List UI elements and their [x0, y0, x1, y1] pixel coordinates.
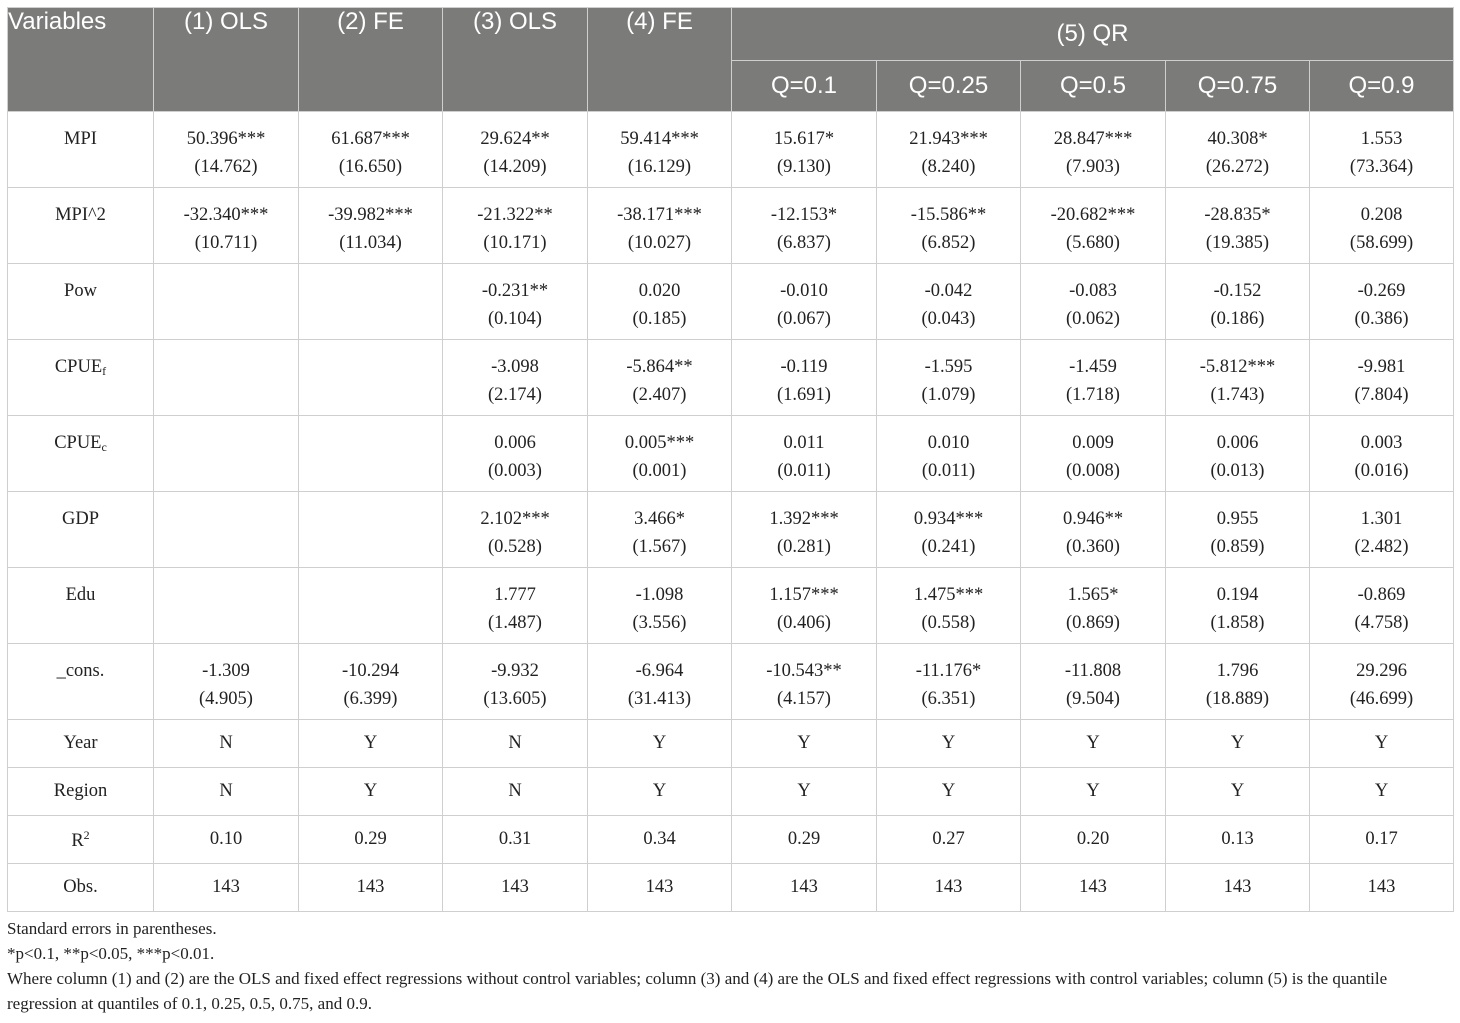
header-quantile: Q=0.5 — [1021, 61, 1166, 112]
coefficient-cell — [1021, 112, 1166, 188]
summary-cell: Y — [732, 768, 877, 816]
table-row — [8, 188, 1454, 264]
coefficient: -0.152 — [1213, 281, 1262, 301]
coefficient: -9.981 — [1357, 357, 1406, 377]
coefficient-cell — [443, 644, 588, 720]
coefficient-cell — [1166, 492, 1310, 568]
coefficient: -3.098 — [491, 357, 539, 377]
standard-error: (11.034) — [339, 233, 402, 253]
summary-cell: 0.10 — [154, 816, 299, 864]
standard-error: (0.043) — [921, 309, 976, 329]
table-body — [8, 112, 1454, 912]
coefficient: -6.964 — [635, 661, 684, 681]
coefficient: 3.466* — [634, 509, 685, 529]
coefficient-cell — [588, 340, 732, 416]
table-row — [8, 644, 1454, 720]
coefficient: -39.982*** — [328, 205, 413, 225]
standard-error: (10.171) — [483, 233, 547, 253]
variable-label — [8, 864, 154, 912]
coefficient-cell — [1310, 416, 1454, 492]
summary-cell: 143 — [732, 864, 877, 912]
coefficient-cell — [1310, 264, 1454, 340]
coefficient: -9.932 — [491, 661, 539, 681]
coefficient: 1.301 — [1360, 509, 1403, 529]
coefficient-cell — [1310, 112, 1454, 188]
standard-error: (18.889) — [1205, 689, 1270, 709]
coefficient: 21.943*** — [909, 129, 988, 149]
variable-label — [8, 492, 154, 568]
header-quantile: Q=0.75 — [1166, 61, 1310, 112]
coefficient: -0.119 — [780, 357, 828, 377]
coefficient-cell — [732, 416, 877, 492]
standard-error: (0.186) — [1210, 309, 1265, 329]
coefficient: -1.595 — [924, 357, 973, 377]
summary-cell: Y — [588, 720, 732, 768]
coefficient-cell — [154, 492, 299, 568]
coefficient-cell — [1021, 264, 1166, 340]
summary-cell: Y — [299, 720, 443, 768]
coefficient-cell — [299, 188, 443, 264]
table-row — [8, 568, 1454, 644]
coefficient-cell — [154, 340, 299, 416]
variable-label — [8, 568, 154, 644]
summary-row — [8, 816, 1454, 864]
coefficient-cell — [1021, 568, 1166, 644]
standard-error: (14.762) — [194, 157, 258, 177]
coefficient-cell — [299, 492, 443, 568]
coefficient-cell — [299, 644, 443, 720]
coefficient: 0.946** — [1062, 509, 1124, 529]
standard-error: (5.680) — [1066, 233, 1120, 253]
coefficient-cell — [1166, 644, 1310, 720]
coefficient: 15.617* — [773, 129, 835, 149]
standard-error: (31.413) — [627, 689, 692, 709]
coefficient: -10.294 — [341, 661, 400, 681]
header-quantile: Q=0.25 — [877, 61, 1021, 112]
standard-error: (0.406) — [777, 613, 831, 633]
variable-name: CPUE — [54, 433, 102, 453]
coefficient: -21.322** — [477, 205, 553, 225]
standard-error: (0.360) — [1066, 537, 1120, 557]
variable-name: MPI^2 — [55, 205, 106, 225]
coefficient-cell — [443, 264, 588, 340]
variable-name: MPI — [64, 129, 97, 149]
summary-cell: 0.13 — [1166, 816, 1310, 864]
variable-label — [8, 816, 154, 864]
coefficient-cell — [588, 568, 732, 644]
coefficient-cell — [1310, 188, 1454, 264]
coefficient: -11.176* — [915, 661, 982, 681]
coefficient-cell — [443, 340, 588, 416]
variable-subscript: f — [102, 364, 107, 378]
summary-cell: Y — [1021, 768, 1166, 816]
variable-name: Pow — [64, 281, 97, 301]
variable-name: GDP — [61, 509, 99, 529]
summary-cell: N — [154, 768, 299, 816]
coefficient-cell — [1310, 340, 1454, 416]
coefficient: 28.847*** — [1053, 129, 1133, 149]
coefficient: 0.009 — [1072, 433, 1114, 453]
coefficient: 0.934*** — [913, 509, 984, 529]
variable-label — [8, 340, 154, 416]
coefficient-cell — [588, 188, 732, 264]
summary-cell: N — [443, 768, 588, 816]
table-header — [8, 8, 1454, 112]
note-significance: *p<0.1, **p<0.05, ***p<0.01. — [7, 944, 215, 963]
coefficient-cell — [443, 492, 588, 568]
coefficient-cell — [299, 416, 443, 492]
coefficient: -1.098 — [635, 585, 684, 605]
coefficient-cell — [1166, 264, 1310, 340]
standard-error: (0.011) — [777, 461, 831, 481]
coefficient: 0.005*** — [624, 433, 695, 453]
standard-error: (0.003) — [488, 461, 542, 481]
summary-cell: Y — [299, 768, 443, 816]
standard-error: (4.157) — [777, 689, 831, 709]
standard-error: (0.528) — [488, 537, 542, 557]
variable-name: _cons. — [56, 661, 105, 681]
standard-error: (46.699) — [1349, 689, 1414, 709]
variable-subscript: c — [101, 440, 107, 454]
coefficient-cell — [732, 112, 877, 188]
coefficient-cell — [1021, 340, 1166, 416]
standard-error: (3.556) — [632, 613, 687, 633]
summary-cell: 0.17 — [1310, 816, 1454, 864]
coefficient: 0.020 — [638, 281, 681, 301]
standard-error: (8.240) — [921, 157, 976, 177]
summary-cell: Y — [588, 768, 732, 816]
coefficient-cell — [732, 492, 877, 568]
coefficient-cell — [588, 112, 732, 188]
coefficient-cell — [1021, 188, 1166, 264]
coefficient: 40.308* — [1207, 129, 1268, 149]
header-variables: Variables — [8, 8, 154, 112]
coefficient: 0.006 — [494, 433, 536, 453]
table-row — [8, 340, 1454, 416]
variable-label — [8, 720, 154, 768]
standard-error: (7.903) — [1066, 157, 1120, 177]
variable-name: CPUE — [54, 357, 103, 377]
coefficient-cell — [154, 264, 299, 340]
coefficient-cell — [732, 644, 877, 720]
summary-row — [8, 720, 1454, 768]
coefficient-cell — [1310, 492, 1454, 568]
coefficient: -11.808 — [1064, 661, 1122, 681]
summary-cell: Y — [877, 720, 1021, 768]
header-col2: (2) FE — [299, 8, 443, 112]
standard-error: (0.016) — [1354, 461, 1409, 481]
standard-error: (6.852) — [921, 233, 976, 253]
table-row — [8, 264, 1454, 340]
coefficient-cell — [154, 568, 299, 644]
summary-cell: 143 — [1166, 864, 1310, 912]
summary-cell: Y — [1021, 720, 1166, 768]
coefficient: -15.586** — [910, 205, 987, 225]
standard-error: (4.758) — [1354, 613, 1409, 633]
coefficient-cell — [588, 416, 732, 492]
coefficient: 1.392*** — [769, 509, 839, 529]
variable-label — [8, 112, 154, 188]
standard-error: (1.691) — [777, 385, 831, 405]
summary-cell: Y — [1166, 720, 1310, 768]
coefficient-cell — [732, 568, 877, 644]
standard-error: (0.062) — [1066, 309, 1120, 329]
coefficient: -0.869 — [1357, 585, 1406, 605]
header-col4: (4) FE — [588, 8, 732, 112]
coefficient: 1.796 — [1216, 661, 1259, 681]
table-row — [8, 112, 1454, 188]
coefficient: -20.682*** — [1050, 205, 1136, 225]
summary-cell: Y — [1166, 768, 1310, 816]
coefficient-cell — [588, 492, 732, 568]
summary-cell: Y — [1310, 768, 1454, 816]
coefficient-cell — [154, 112, 299, 188]
coefficient-cell — [1310, 568, 1454, 644]
summary-cell: 0.31 — [443, 816, 588, 864]
variable-label — [8, 644, 154, 720]
coefficient-cell — [877, 112, 1021, 188]
standard-error: (1.079) — [921, 385, 976, 405]
coefficient: -12.153* — [770, 205, 838, 225]
standard-error: (1.743) — [1210, 385, 1265, 405]
summary-cell: 143 — [154, 864, 299, 912]
standard-error: (16.129) — [627, 157, 692, 177]
header-col5: (5) QR — [732, 8, 1454, 61]
regression-table — [7, 7, 1454, 912]
coefficient-cell — [299, 568, 443, 644]
standard-error: (4.905) — [199, 689, 253, 709]
coefficient: 61.687*** — [331, 129, 410, 149]
coefficient-cell — [443, 416, 588, 492]
coefficient-cell — [1310, 644, 1454, 720]
coefficient: 0.208 — [1360, 205, 1403, 225]
coefficient-cell — [1021, 492, 1166, 568]
variable-label — [8, 416, 154, 492]
coefficient-cell — [877, 188, 1021, 264]
coefficient-cell — [1021, 416, 1166, 492]
standard-error: (58.699) — [1349, 233, 1414, 253]
standard-error: (16.650) — [338, 157, 403, 177]
coefficient: 50.396*** — [186, 129, 266, 149]
variable-name: Edu — [65, 585, 96, 605]
standard-error: (9.504) — [1066, 689, 1120, 709]
summary-cell: Y — [1310, 720, 1454, 768]
coefficient: -0.042 — [924, 281, 973, 301]
standard-error: (9.130) — [777, 157, 831, 177]
coefficient: 0.003 — [1360, 433, 1403, 453]
standard-error: (0.241) — [921, 537, 976, 557]
coefficient-cell — [443, 112, 588, 188]
coefficient: 0.194 — [1216, 585, 1259, 605]
coefficient: -10.543** — [766, 661, 842, 681]
coefficient-cell — [1166, 568, 1310, 644]
standard-error: (1.718) — [1066, 385, 1120, 405]
coefficient-cell — [732, 188, 877, 264]
coefficient-cell — [877, 644, 1021, 720]
coefficient: 0.955 — [1216, 509, 1259, 529]
note-standard-errors: Standard errors in parentheses. — [7, 919, 217, 938]
standard-error: (0.067) — [777, 309, 831, 329]
summary-cell: N — [154, 720, 299, 768]
standard-error: (0.104) — [488, 309, 542, 329]
summary-cell: Y — [877, 768, 1021, 816]
coefficient: -0.010 — [780, 281, 828, 301]
coefficient: -1.459 — [1069, 357, 1117, 377]
coefficient-cell — [588, 264, 732, 340]
standard-error: (2.407) — [632, 385, 687, 405]
coefficient: -32.340*** — [183, 205, 269, 225]
coefficient: -38.171*** — [617, 205, 702, 225]
coefficient: -5.864** — [626, 357, 693, 377]
standard-error: (10.711) — [194, 233, 258, 253]
table-notes — [7, 916, 1457, 1016]
coefficient-cell — [443, 188, 588, 264]
variable-label — [8, 264, 154, 340]
summary-row — [8, 864, 1454, 912]
coefficient-cell — [732, 264, 877, 340]
coefficient: -28.835* — [1204, 205, 1271, 225]
coefficient: 29.296 — [1356, 661, 1407, 681]
coefficient: -0.269 — [1357, 281, 1406, 301]
standard-error: (10.027) — [627, 233, 692, 253]
summary-cell: 143 — [877, 864, 1021, 912]
coefficient: 0.011 — [783, 433, 825, 453]
standard-error: (14.209) — [483, 157, 547, 177]
variable-superscript: 2 — [83, 827, 90, 842]
coefficient: 29.624** — [480, 129, 550, 149]
coefficient: -5.812*** — [1199, 357, 1276, 377]
coefficient-cell — [154, 416, 299, 492]
standard-error: (2.174) — [488, 385, 542, 405]
coefficient-cell — [299, 264, 443, 340]
summary-cell: 0.29 — [299, 816, 443, 864]
coefficient-cell — [732, 340, 877, 416]
summary-cell: Y — [732, 720, 877, 768]
variable-name: R — [71, 830, 84, 851]
standard-error: (1.487) — [488, 613, 542, 633]
coefficient-cell — [443, 568, 588, 644]
standard-error: (0.386) — [1354, 309, 1409, 329]
coefficient-cell — [299, 112, 443, 188]
summary-cell: 0.27 — [877, 816, 1021, 864]
coefficient-cell — [1166, 340, 1310, 416]
summary-cell: 0.34 — [588, 816, 732, 864]
summary-row — [8, 768, 1454, 816]
coefficient: 59.414*** — [620, 129, 699, 149]
coefficient-cell — [877, 264, 1021, 340]
standard-error: (1.567) — [632, 537, 687, 557]
coefficient-cell — [1021, 644, 1166, 720]
standard-error: (0.185) — [632, 309, 687, 329]
standard-error: (7.804) — [1354, 385, 1409, 405]
variable-label — [8, 768, 154, 816]
standard-error: (2.482) — [1354, 537, 1409, 557]
standard-error: (0.558) — [921, 613, 976, 633]
standard-error: (6.351) — [921, 689, 976, 709]
standard-error: (26.272) — [1205, 157, 1270, 177]
variable-name: Obs. — [63, 877, 98, 897]
standard-error: (0.859) — [1210, 537, 1265, 557]
table-row — [8, 492, 1454, 568]
standard-error: (1.858) — [1210, 613, 1265, 633]
standard-error: (0.008) — [1066, 461, 1120, 481]
coefficient: 0.010 — [927, 433, 970, 453]
variable-label — [8, 188, 154, 264]
summary-cell: N — [443, 720, 588, 768]
coefficient-cell — [1166, 112, 1310, 188]
coefficient: -0.231** — [481, 281, 549, 301]
summary-cell: 143 — [443, 864, 588, 912]
coefficient: 1.157*** — [769, 585, 839, 605]
standard-error: (13.605) — [483, 689, 547, 709]
summary-cell: 143 — [1021, 864, 1166, 912]
coefficient-cell — [877, 416, 1021, 492]
variable-name: Year — [63, 733, 98, 753]
coefficient-cell — [877, 568, 1021, 644]
coefficient: 1.565* — [1067, 585, 1119, 605]
coefficient: 1.475*** — [913, 585, 984, 605]
standard-error: (6.837) — [777, 233, 831, 253]
coefficient-cell — [1166, 416, 1310, 492]
standard-error: (6.399) — [343, 689, 398, 709]
header-col1: (1) OLS — [154, 8, 299, 112]
coefficient: -1.309 — [202, 661, 250, 681]
summary-cell: 143 — [588, 864, 732, 912]
standard-error: (73.364) — [1349, 157, 1414, 177]
header-col3: (3) OLS — [443, 8, 588, 112]
coefficient: -0.083 — [1069, 281, 1117, 301]
standard-error: (0.869) — [1066, 613, 1120, 633]
summary-cell: 143 — [299, 864, 443, 912]
standard-error: (0.011) — [921, 461, 976, 481]
summary-cell: 0.20 — [1021, 816, 1166, 864]
coefficient-cell — [1166, 188, 1310, 264]
coefficient-cell — [877, 340, 1021, 416]
header-quantile: Q=0.1 — [732, 61, 877, 112]
coefficient: 1.777 — [494, 585, 536, 605]
standard-error: (0.281) — [777, 537, 831, 557]
summary-cell: 0.29 — [732, 816, 877, 864]
standard-error: (0.013) — [1210, 461, 1265, 481]
note-column-description: Where column (1) and (2) are the OLS and fixed effect regressions without control variables; column (3) and (4) are the OLS and fixed effect regressions with control variables; column (5) is the quantile regression at quantiles of 0.1, 0.25, 0.5, 0.75, and 0.9. — [7, 969, 1388, 1013]
summary-cell: 143 — [1310, 864, 1454, 912]
standard-error: (19.385) — [1205, 233, 1270, 253]
coefficient-cell — [154, 644, 299, 720]
variable-name: Region — [53, 781, 108, 801]
coefficient: 2.102*** — [480, 509, 550, 529]
header-quantile: Q=0.9 — [1310, 61, 1454, 112]
coefficient-cell — [299, 340, 443, 416]
coefficient: 0.006 — [1216, 433, 1259, 453]
standard-error: (0.001) — [632, 461, 687, 481]
coefficient: 1.553 — [1360, 129, 1403, 149]
coefficient-cell — [877, 492, 1021, 568]
coefficient-cell — [588, 644, 732, 720]
coefficient-cell — [154, 188, 299, 264]
table-row — [8, 416, 1454, 492]
